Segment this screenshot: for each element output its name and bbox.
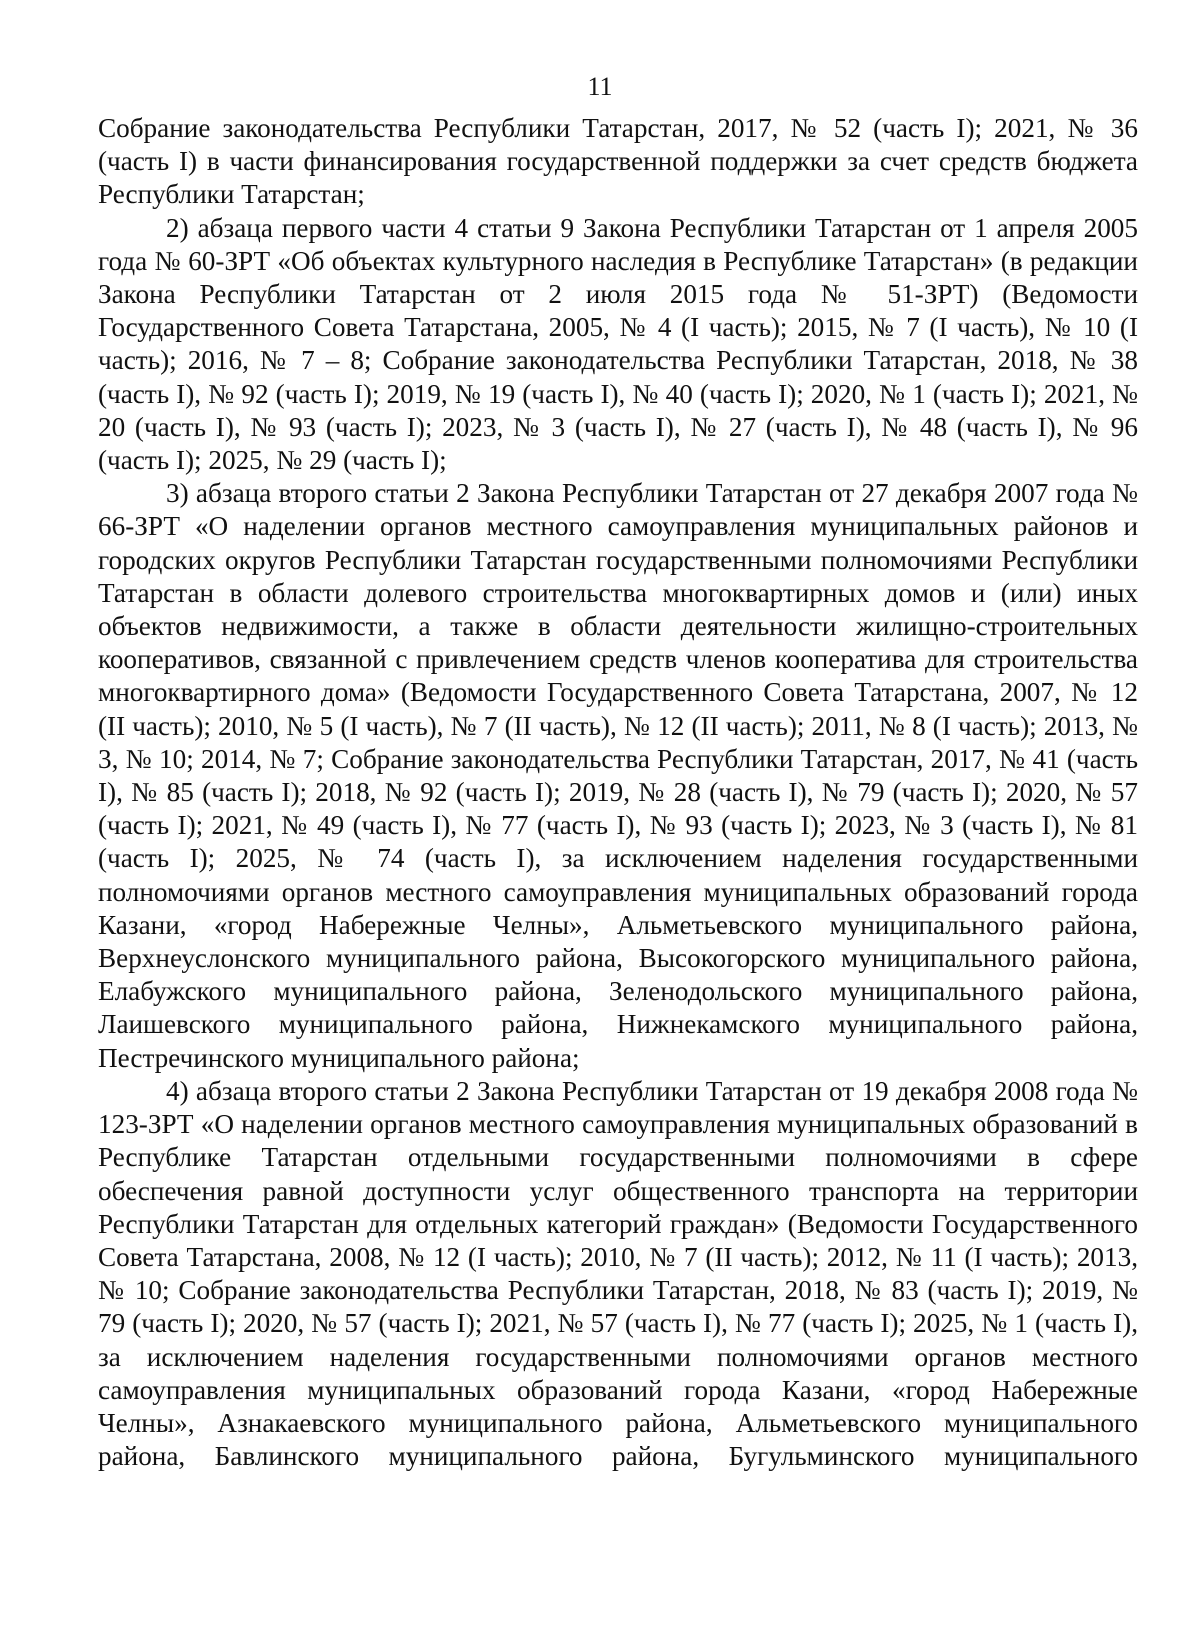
paragraph-item-2: 2) абзаца первого части 4 статьи 9 Закона Республики Татарстан от 1 апреля 2005 года № 60-ЗРТ «Об объектах культурного наследия в Республике Татарстан» (в редакции Закона Республики Татарстан от 2 июля 2015 года № 51-ЗРТ) (Ведомости Государственного Совета Татарстана, 2005, № 4 (I часть); 2015, № 7 (I часть), № 10 (I часть); 2016, № 7 – 8; Собрание законодательства Республики Татарстан, 2018, № 38 (часть I), № 92 (часть I); 2019, № 19 (часть I), № 40 (часть I); 2020, № 1 (часть I); 2021, № 20 (часть I), № 93 (часть I); 2023, № 3 (часть I), № 27 (часть I), № 48 (часть I), № 96 (часть I); 2025, № 29 (часть I); — [98, 212, 1138, 476]
page-number: 11 — [587, 72, 613, 101]
document-body — [98, 112, 1138, 1473]
paragraph-item-4: 4) абзаца второго статьи 2 Закона Республики Татарстан от 19 декабря 2008 года № 123-ЗРТ «О наделении органов местного самоуправления муниципальных образований в Республике Татарстан отдельными государственными полномочиями в сфере обеспечения равной доступности услуг общественного транспорта на территории Республики Татарстан для отдельных категорий граждан» (Ведомости Государственного Совета Татарстана, 2008, № 12 (I часть); 2010, № 7 (II часть); 2012, № 11 (I часть); 2013, № 10; Собрание законодательства Республики Татарстан, 2018, № 83 (часть I); 2019, № 79 (часть I); 2020, № 57 (часть I); 2021, № 57 (часть I), № 77 (часть I); 2025, № 1 (часть I), за исключением наделения государственными полномочиями органов местного самоуправления муниципальных образований города Казани, «город Набережные Челны», Азнакаевского муниципального района, Альметьевского муниципального района, Бавлинского муниципального района, Бугульминского муниципального — [98, 1075, 1138, 1472]
paragraph-item-3: 3) абзаца второго статьи 2 Закона Республики Татарстан от 27 декабря 2007 года № 66-ЗРТ «О наделении органов местного самоуправления муниципальных районов и городских округов Республики Татарстан государственными полномочиями Республики Татарстан в области долевого строительства многоквартирных домов и (или) иных объектов недвижимости, а также в области деятельности жилищно-строительных кооперативов, связанной с привлечением средств членов кооператива для строительства многоквартирного дома» (Ведомости Государственного Совета Татарстана, 2007, № 12 (II часть); 2010, № 5 (I часть), № 7 (II часть), № 12 (II часть); 2011, № 8 (I часть); 2013, № 3, № 10; 2014, № 7; Собрание законодательства Республики Татарстан, 2017, № 41 (часть I), № 85 (часть I); 2018, № 92 (часть I); 2019, № 28 (часть I), № 79 (часть I); 2020, № 57 (часть I); 2021, № 49 (часть I), № 77 (часть I), № 93 (часть I); 2023, № 3 (часть I), № 81 (часть I); 2025, № 74 (часть I), за исключением наделения государственными полномочиями органов местного самоуправления муниципальных образований города Казани, «город Набережные Челны», Альметьевского муниципального района, Верхнеуслонского муниципального района, Высокогорского муниципального района, Елабужского муниципального района, Зеленодольского муниципального района, Лаишевского муниципального района, Нижнекамского муниципального района, Пестречинского муниципального района; — [98, 478, 1138, 1073]
paragraph-continuation: Собрание законодательства Республики Татарстан, 2017, № 52 (часть I); 2021, № 36 (часть I) в части финансирования государственной поддержки за счет средств бюджета Республики Татарстан; — [98, 113, 1138, 210]
